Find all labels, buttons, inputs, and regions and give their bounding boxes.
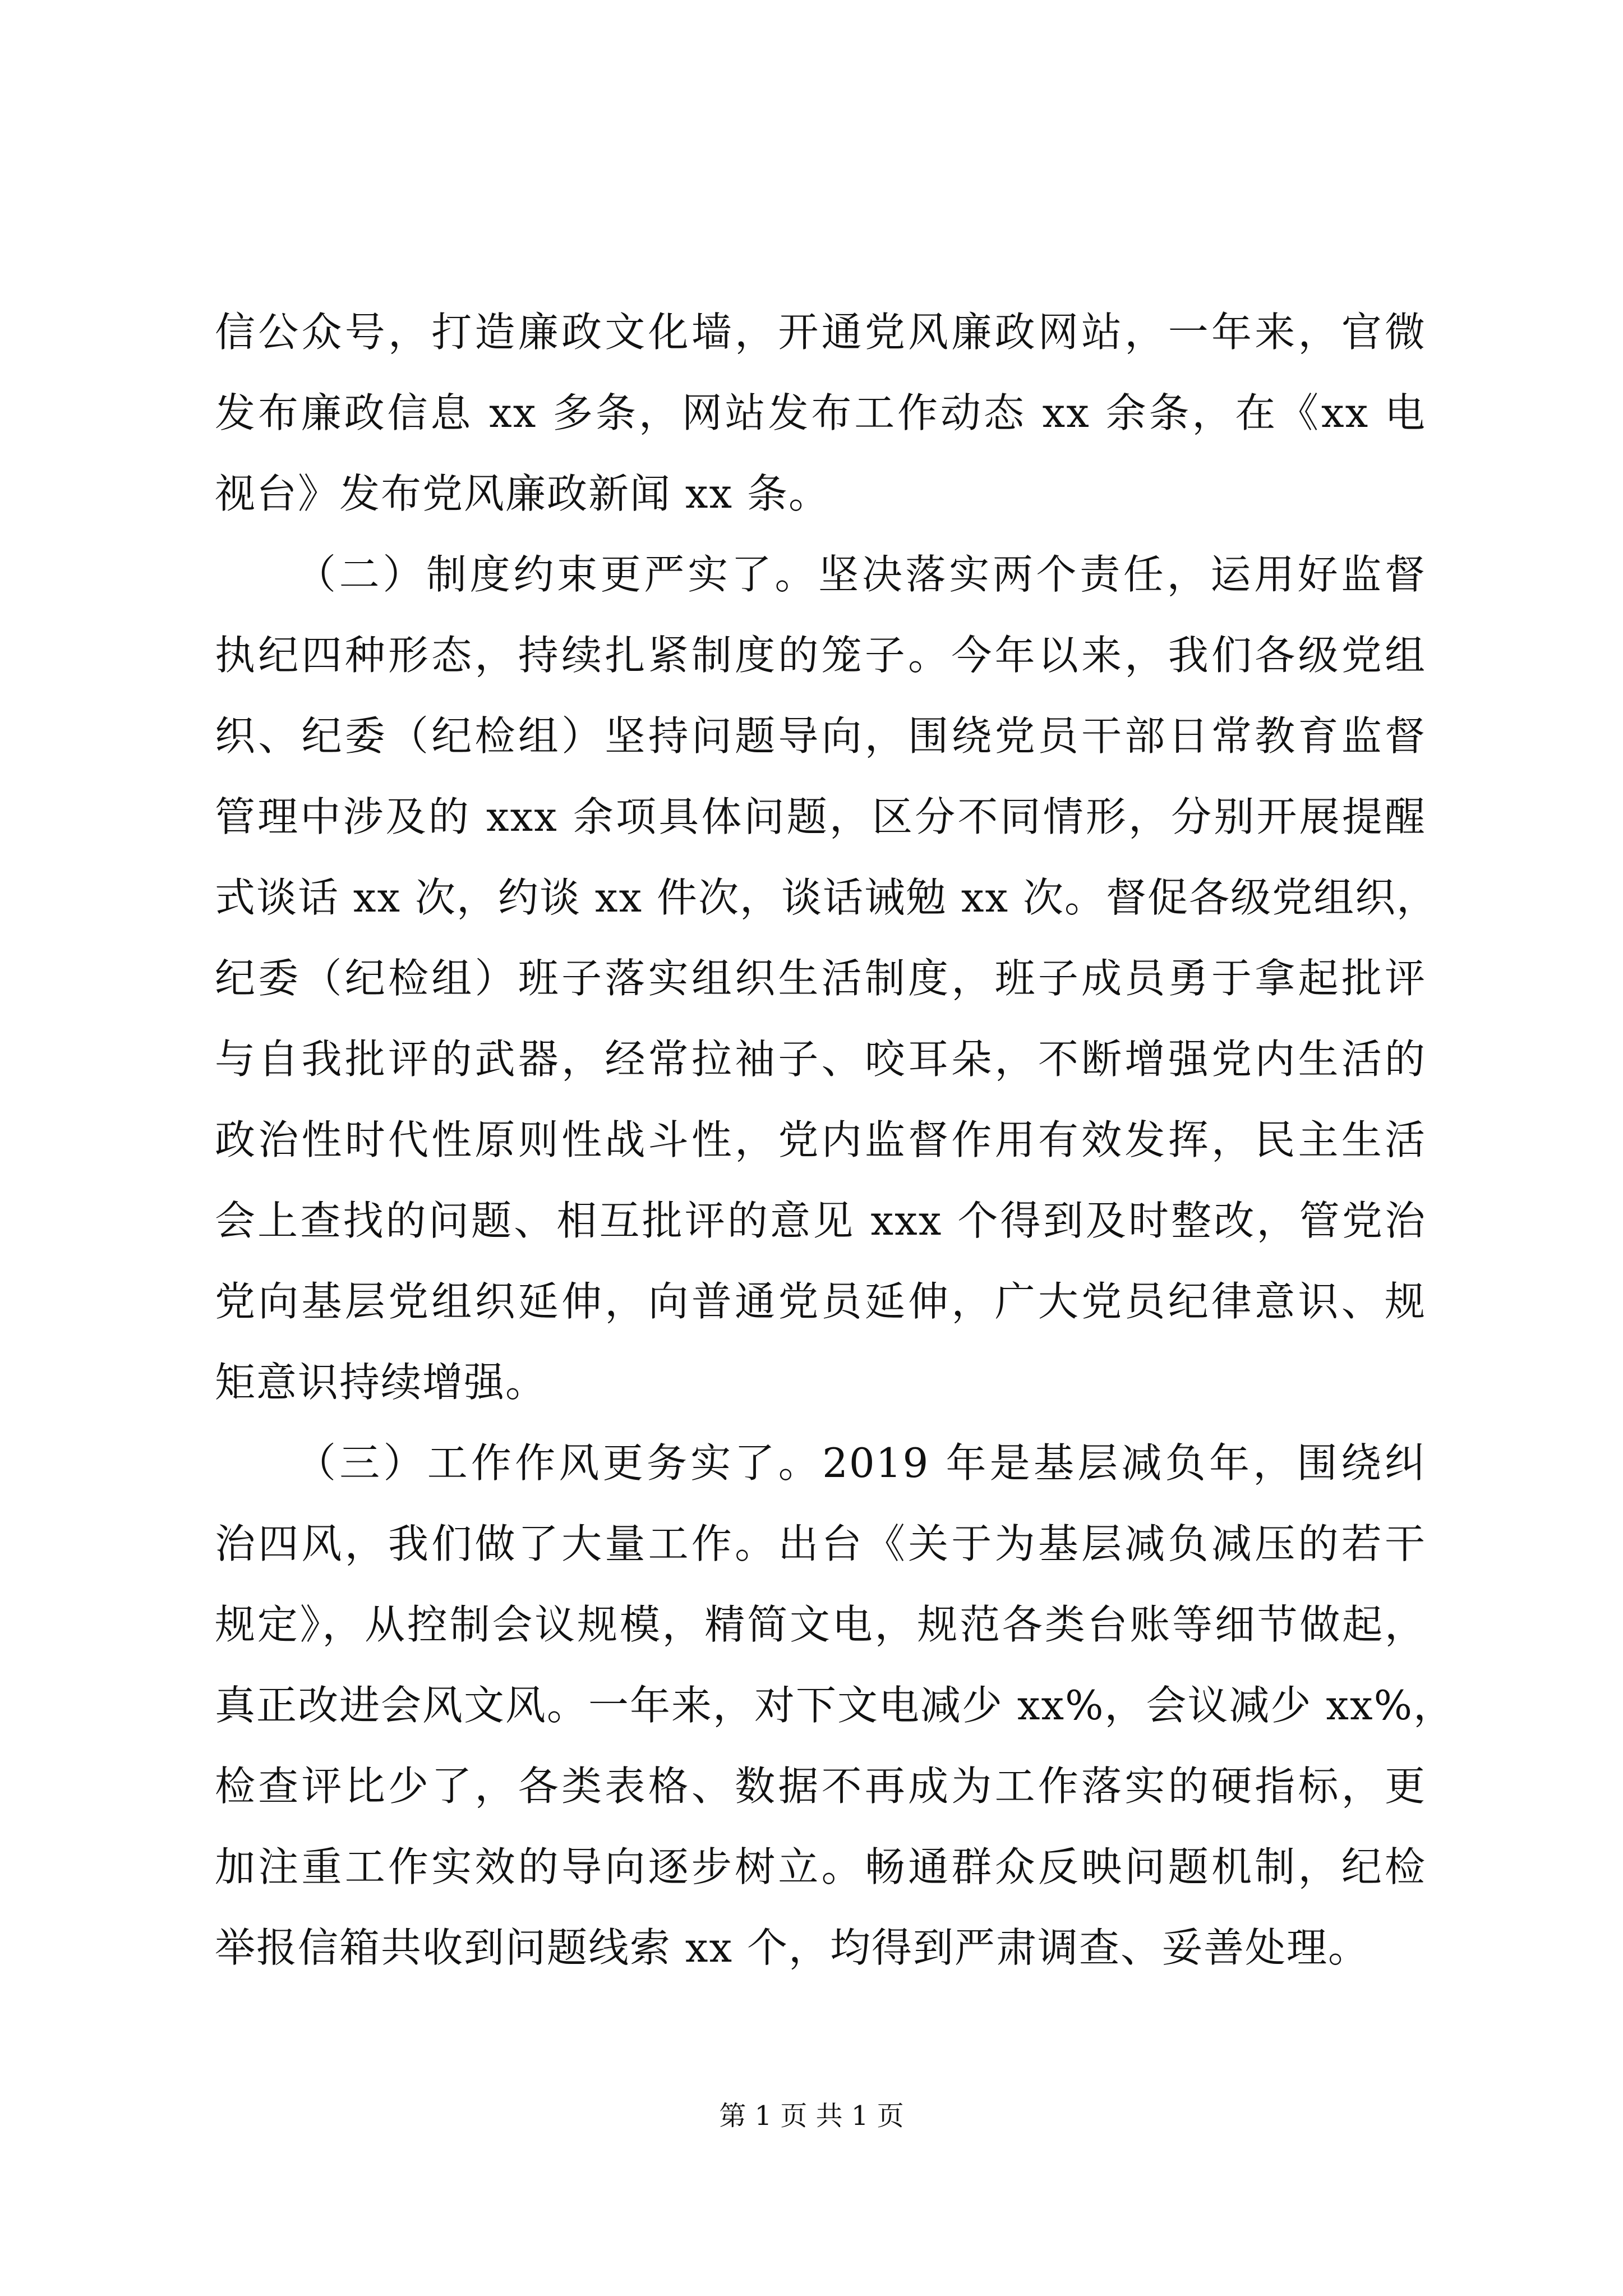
text-line: 政治性时代性原则性战斗性，党内监督作用有效发挥，民主生活 <box>215 1116 1426 1163</box>
text-line: 规定》，从控制会议规模，精简文电，规范各类台账等细节做起， <box>215 1601 1426 1648</box>
paragraph <box>215 1423 1455 1988</box>
text-line: 治四风，我们做了大量工作。出台《关于为基层减负减压的若干 <box>215 1520 1426 1567</box>
text-line: 党向基层党组织延伸，向普通党员延伸，广大党员纪律意识、规 <box>215 1278 1426 1325</box>
text-line: 织、纪委（纪检组）坚持问题导向，围绕党员干部日常教育监督 <box>215 712 1426 760</box>
document-body <box>215 292 1455 1988</box>
text-line: （三）工作作风更务实了。2019 年是基层减负年，围绕纠 <box>296 1439 1426 1487</box>
text-line: 与自我批评的武器，经常拉袖子、咬耳朵，不断增强党内生活的 <box>215 1036 1426 1083</box>
text-line: 式谈话 xx 次，约谈 xx 件次，谈话诫勉 xx 次。督促各级党组织， <box>215 874 1438 921</box>
text-line: 发布廉政信息 xx 多条，网站发布工作动态 xx 余条，在《xx 电 <box>215 389 1426 436</box>
text-line: 举报信箱共收到问题线索 xx 个，均得到严肃调查、妥善处理。 <box>215 1924 1370 1971</box>
text-line: 会上查找的问题、相互批评的意见 xxx 个得到及时整改，管党治 <box>215 1197 1426 1244</box>
text-line: 加注重工作实效的导向逐步树立。畅通群众反映问题机制，纪检 <box>215 1843 1426 1890</box>
text-line: 检查评比少了，各类表格、数据不再成为工作落实的硬指标，更 <box>215 1763 1426 1810</box>
text-line: 执纪四种形态，持续扎紧制度的笼子。今年以来，我们各级党组 <box>215 632 1426 679</box>
text-line: 视台》发布党风廉政新闻 xx 条。 <box>215 470 830 517</box>
text-line: 矩意识持续增强。 <box>215 1359 547 1406</box>
page-footer: 第 1 页 共 1 页 <box>719 2100 904 2132</box>
text-line: 信公众号，打造廉政文化墙，开通党风廉政网站，一年来，官微 <box>215 309 1426 356</box>
text-line: （二）制度约束更严实了。坚决落实两个责任，运用好监督 <box>296 551 1426 598</box>
text-line: 纪委（纪检组）班子落实组织生活制度，班子成员勇于拿起批评 <box>215 955 1426 1002</box>
paragraph <box>215 292 1426 534</box>
text-line: 真正改进会风文风。一年来，对下文电减少 xx%，会议减少 xx%， <box>215 1682 1455 1729</box>
paragraph <box>215 534 1438 1423</box>
text-line: 管理中涉及的 xxx 余项具体问题，区分不同情形，分别开展提醒 <box>215 793 1426 840</box>
